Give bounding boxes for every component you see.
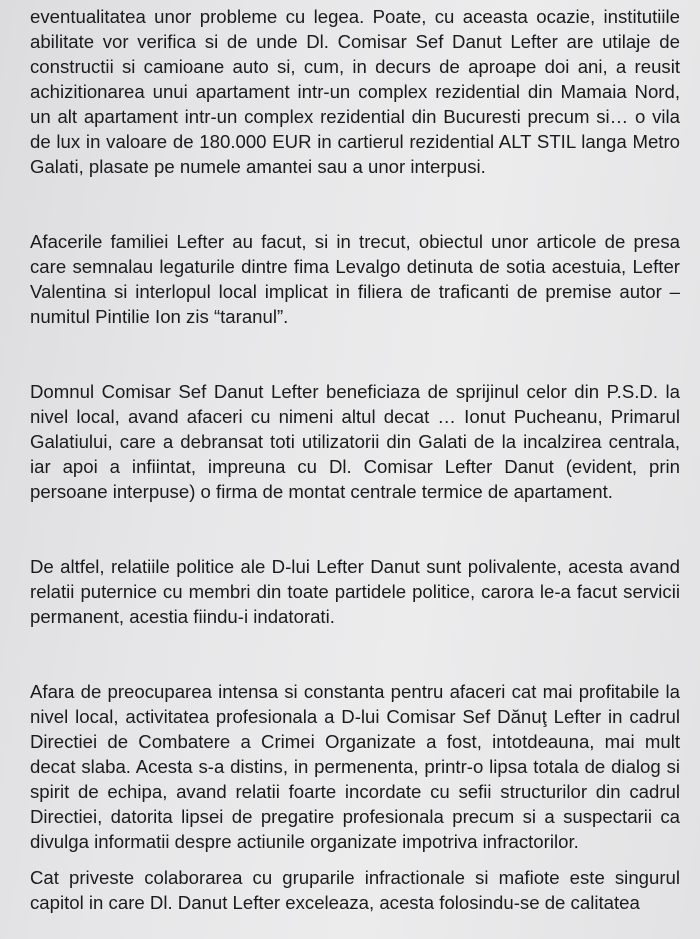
paragraph-3: Domnul Comisar Sef Danut Lefter beneficiaza de sprijinul celor din P.S.D. la nivel local, avand afaceri cu nimeni altul decat … Ionut Pucheanu, Primarul Galatiului, care a debransat toti utilizatorii din Galati de la incalzirea centrala, iar apoi a infiintat, impreuna cu Dl. Comisar Lefter Danut (evident, prin persoane interpuse) o firma de montat centrale termice de apartament. <box>30 381 680 502</box>
paragraph-2: Afacerile familiei Lefter au facut, si in trecut, obiectul unor articole de presa care semnalau legaturile dintre fima Levalgo detinuta de sotia acestuia, Lefter Valentina si interlopul local implicat in filiera de traficanti de premise autor – numitul Pintilie Ion zis “taranul”. <box>30 231 680 327</box>
paragraph-1: eventualitatea unor probleme cu legea. Poate, cu aceasta ocazie, institutiile abilitate vor verifica si de unde Dl. Comisar Sef Danut Lefter are utilaje de constructii si camioane auto si, cum, in decurs de aproape doi ani, a reusit achizitionarea unui apartament intr-un complex rezidential din Mamaia Nord, un alt apartament intr-un complex rezidential din Bucuresti precum si… o vila de lux in valoare de 180.000 EUR in cartierul rezidential ALT STIL langa Metro Galati, plasate pe numele amantei sau a unor interpusi. <box>30 6 680 177</box>
paragraph-5: Afara de preocuparea intensa si constanta pentru afaceri cat mai profitabile la nivel local, activitatea profesionala a D-lui Comisar Sef Dănuţ Lefter in cadrul Directiei de Combatere a Crimei Organizate a fost, intotdeauna, mai mult decat slaba. Acesta s-a distins, in permenenta, printr-o lipsa totala de dialog si spirit de echipa, avand relatii foarte incordate cu sefii structurilor din cadrul Directiei, datorita lipsei de pregatire profesionala precum si a suspectarii ca divulga informatii despre actiunile organizate impotriva infractorilor. <box>30 681 680 852</box>
paragraph-6: Cat priveste colaborarea cu gruparile infractionale si mafiote este singurul capitol in care Dl. Danut Lefter exceleaza, acesta folosindu-se de calitatea <box>30 867 680 913</box>
paragraph-4: De altfel, relatiile politice ale D-lui Lefter Danut sunt polivalente, acesta avand relatii puternice cu membri din toate partidele politice, carora le-a facut servicii permanent, acestia fiindu-i indatorati. <box>30 556 680 627</box>
document-body <box>30 4 680 915</box>
